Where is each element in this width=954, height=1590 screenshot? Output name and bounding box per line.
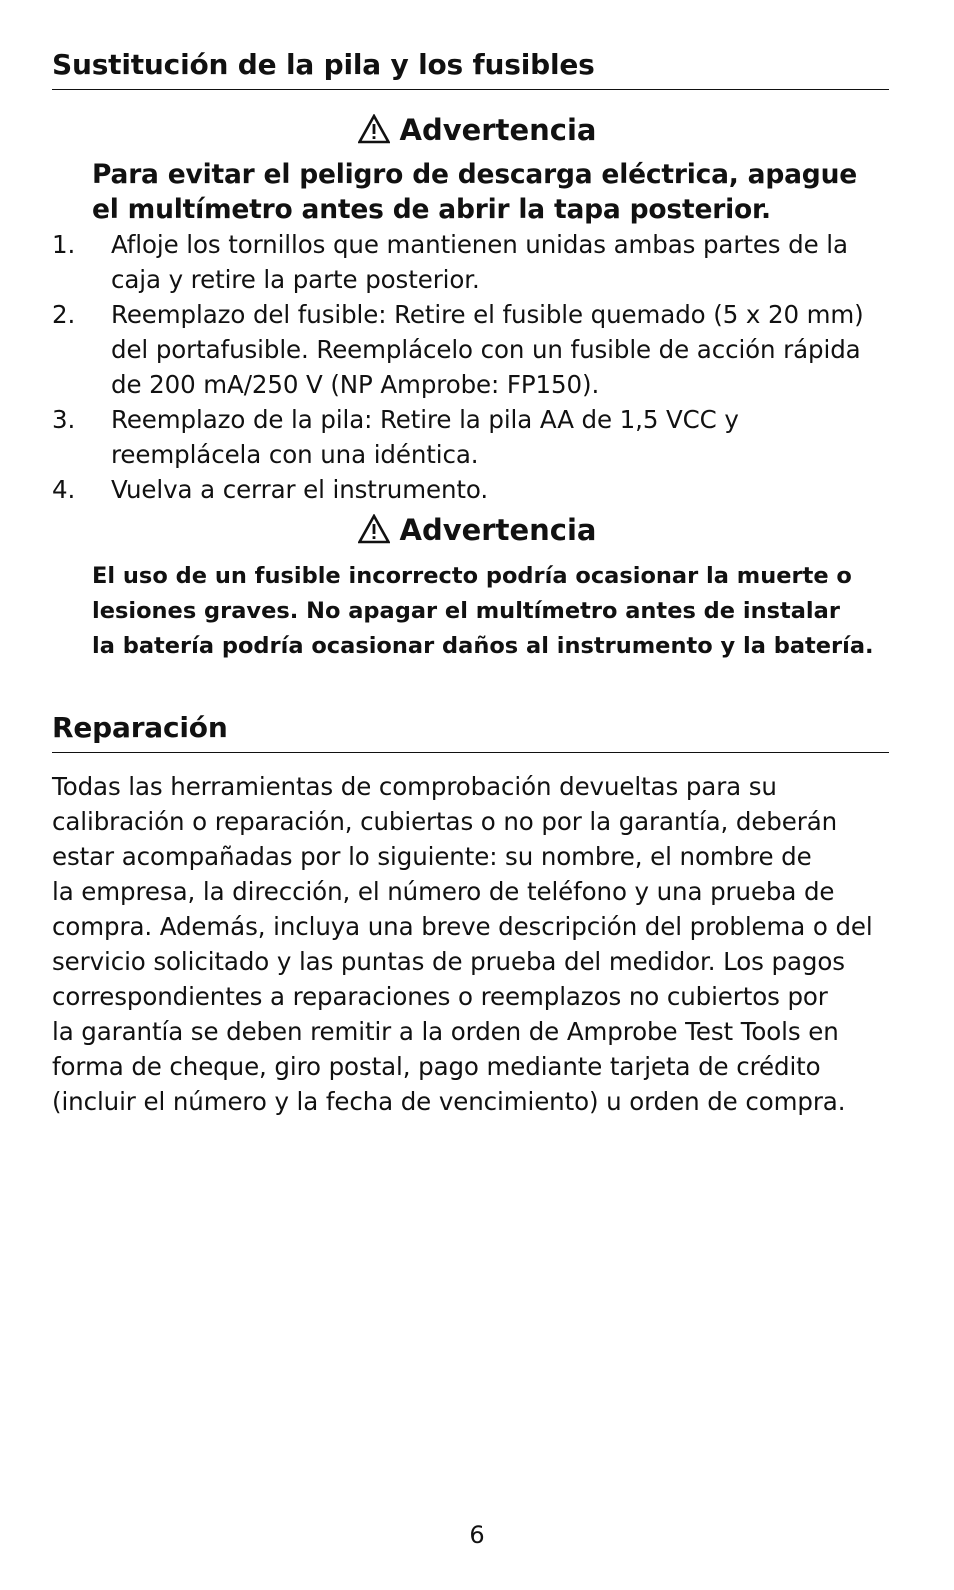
step-number: 4. xyxy=(52,475,76,504)
step-number: 1. xyxy=(52,230,76,259)
warning-heading-label: Advertencia xyxy=(399,113,597,147)
warning-line: El uso de un fusible incorrecto podría ocasionar la muerte o xyxy=(92,563,852,589)
paragraph-line: (incluir el número y la fecha de vencimiento) u orden de compra. xyxy=(52,1087,846,1116)
paragraph-line: estar acompañadas por lo siguiente: su nombre, el nombre de xyxy=(52,842,812,871)
steps-list xyxy=(52,227,882,507)
step-number: 3. xyxy=(52,405,76,434)
warning-heading xyxy=(0,113,954,147)
step-line: del portafusible. Reemplácelo con un fusible de acción rápida xyxy=(111,335,861,364)
warning-line: la batería podría ocasionar daños al instrumento y la batería. xyxy=(92,633,874,659)
list-item xyxy=(52,402,882,472)
list-item xyxy=(52,227,882,297)
warning-line: el multímetro antes de abrir la tapa posterior. xyxy=(92,194,771,225)
section-title-repair: Reparación xyxy=(52,711,228,744)
step-line: de 200 mA/250 V (NP Amprobe: FP150). xyxy=(111,370,600,399)
warning-text xyxy=(92,559,882,664)
step-text xyxy=(111,402,882,472)
warning-line: lesiones graves. No apagar el multímetro antes de instalar xyxy=(92,598,840,624)
paragraph-line: forma de cheque, giro postal, pago mediante tarjeta de crédito xyxy=(52,1052,821,1081)
page-number: 6 xyxy=(469,1521,485,1549)
step-text xyxy=(111,227,882,297)
step-text xyxy=(111,297,882,402)
section-rule xyxy=(52,89,889,90)
paragraph-line: la empresa, la dirección, el número de teléfono y una prueba de xyxy=(52,877,835,906)
step-number: 2. xyxy=(52,300,76,329)
paragraph-line: servicio solicitado y las puntas de prueba del medidor. Los pagos xyxy=(52,947,845,976)
warning-heading xyxy=(0,513,954,547)
warning-heading-label: Advertencia xyxy=(399,513,597,547)
list-item xyxy=(52,472,882,507)
step-line: reemplácela con una idéntica. xyxy=(111,440,479,469)
paragraph-line: la garantía se deben remitir a la orden de Amprobe Test Tools en xyxy=(52,1017,839,1046)
list-item xyxy=(52,297,882,402)
paragraph-line: compra. Además, incluya una breve descripción del problema o del xyxy=(52,912,873,941)
warning-triangle-icon xyxy=(358,114,390,144)
section-rule xyxy=(52,752,889,753)
paragraph-line: Todas las herramientas de comprobación devueltas para su xyxy=(52,772,777,801)
section-title-battery-fuses: Sustitución de la pila y los fusibles xyxy=(52,48,595,81)
paragraph-line: correspondientes a reparaciones o reemplazos no cubiertos por xyxy=(52,982,828,1011)
warning-text xyxy=(92,157,882,227)
paragraph-line: calibración o reparación, cubiertas o no por la garantía, deberán xyxy=(52,807,838,836)
step-line: caja y retire la parte posterior. xyxy=(111,265,480,294)
step-text xyxy=(111,472,882,507)
warning-line: Para evitar el peligro de descarga eléctrica, apague xyxy=(92,159,858,190)
step-line: Reemplazo de la pila: Retire la pila AA de 1,5 VCC y xyxy=(111,405,739,434)
warning-triangle-icon xyxy=(358,514,390,544)
step-line: Afloje los tornillos que mantienen unidas ambas partes de la xyxy=(111,230,848,259)
repair-paragraph xyxy=(52,769,892,1119)
step-line: Reemplazo del fusible: Retire el fusible quemado (5 x 20 mm) xyxy=(111,300,864,329)
step-line: Vuelva a cerrar el instrumento. xyxy=(111,475,489,504)
